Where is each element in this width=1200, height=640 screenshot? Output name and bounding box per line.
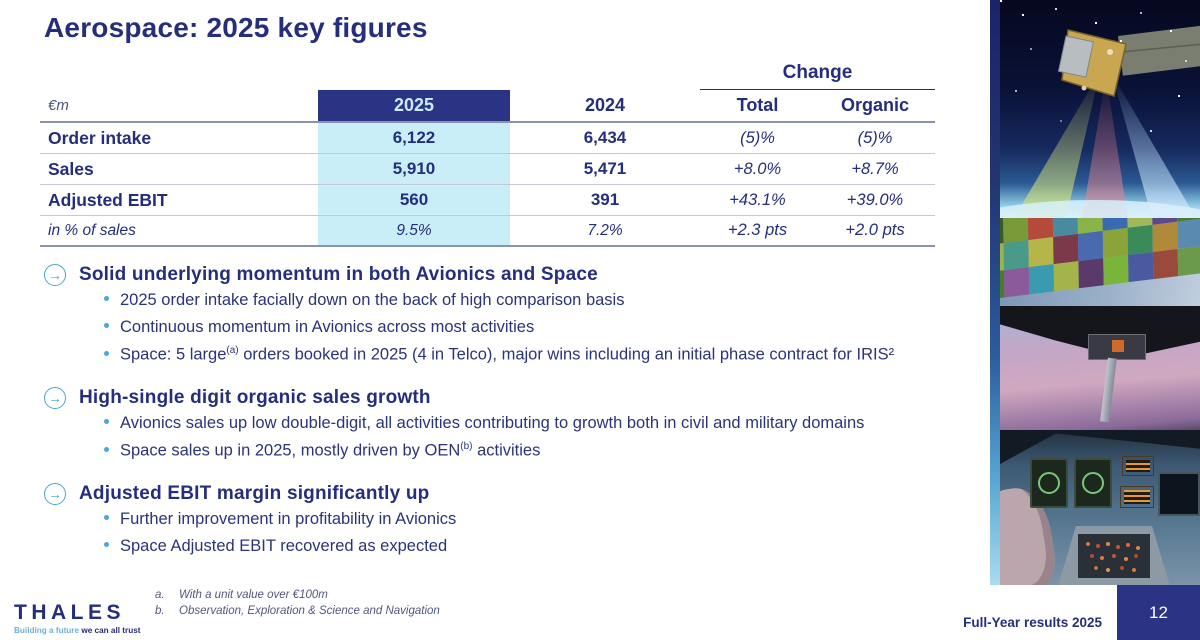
change-total: (5)% [740,128,775,147]
column-header-2024: 2024 [584,95,626,115]
pedestal-knobs [1086,542,1090,546]
mfd-screen [1158,472,1200,516]
bullet-item [104,318,994,345]
value-2024: 5,471 [583,159,627,178]
table-row [40,185,935,216]
row-label: in % of sales [48,221,136,239]
attitude-display [1030,458,1068,508]
value-2025: 560 [318,185,510,215]
value-2024: 391 [590,190,620,209]
section-heading: Solid underlying momentum in both Avionics and Space [79,264,598,285]
bullet-item [104,441,994,468]
table-row [40,216,935,247]
table-row [40,154,935,185]
footnote-text: With a unit value over €100m [179,589,328,601]
section-momentum [44,264,994,372]
gradient-strip [990,0,1000,585]
thales-logo [14,601,144,635]
section-sales-growth [44,387,994,468]
bullet-dot-icon [104,323,109,328]
pedestal-panel [1078,534,1150,578]
column-header-2025: 2025 [318,90,510,121]
bullet-item [104,537,994,564]
unit-label: €m [48,97,69,114]
footnote-marker: b. [155,605,165,617]
satellite-space-image [1000,0,1200,218]
row-label: Adjusted EBIT [48,189,168,210]
row-label: Sales [48,158,94,179]
bullet-text: Avionics sales up low double-digit, all activities contributing to growth both in civil and military domains [120,414,865,432]
footnotes [155,587,440,619]
logo-tagline: Building a future we can all trust [14,626,141,635]
bullet-text: Further improvement in profitability in Avionics [120,510,457,528]
bullet-dot-icon [104,419,109,424]
bullet-dot-icon [104,296,109,301]
bullet-item [104,510,994,537]
fms-display [1120,486,1154,508]
change-organic: +39.0% [846,190,904,209]
nav-display [1074,458,1112,508]
bullet-item [104,291,994,318]
field-mosaic [1000,218,1200,300]
deck-title-footer: Full-Year results 2025 [963,615,1102,630]
value-2025: 9.5% [318,216,510,245]
bullet-text: Space sales up in 2025, mostly driven by OEN$^{(b)}$ activities [120,441,541,460]
bullet-text: Space: 5 large$^{(a)}$ orders booked in 2025 (4 in Telco), major wins including an initial phase contract for IRIS² [120,345,895,364]
overhead-pole [1100,358,1117,423]
row-label: Order intake [48,127,152,148]
column-header-total: Total [736,95,779,115]
bullet-dot-icon [104,515,109,520]
page-number-badge [1117,585,1200,640]
bullet-item [104,414,994,441]
footnote-text: Observation, Exploration & Science and Navigation [179,605,440,617]
footnote-a [155,587,440,603]
arrow-right-icon: → [44,483,66,505]
change-organic: (5)% [857,128,893,147]
key-figures-table [40,62,935,247]
stars [1000,0,1002,2]
satellite-illustration [1000,0,1200,218]
value-2025: 5,910 [318,154,510,184]
value-2025: 6,122 [318,123,510,153]
overhead-indicator [1112,340,1124,352]
arrow-right-icon: → [44,387,66,409]
footnote-b [155,603,440,619]
page-number: 12 [1149,602,1168,622]
bullet-text: Continuous momentum in Avionics across most activities [120,318,535,336]
section-heading: Adjusted EBIT margin significantly up [79,483,430,504]
section-ebit-margin [44,483,994,564]
earth-observation-image [1000,218,1200,306]
commentary-sections [44,264,994,579]
footnote-marker: a. [155,589,165,601]
column-header-organic: Organic [840,95,910,115]
section-heading: High-single digit organic sales growth [79,387,431,408]
bullet-item [104,345,994,372]
cockpit-overhead-image [1000,306,1200,430]
cockpit-panel-image [1000,430,1200,585]
bullet-text: 2025 order intake facially down on the back of high comparison basis [120,291,625,309]
change-header: Change [700,62,935,90]
logo-wordmark: THALES [14,601,125,624]
change-organic: +2.0 pts [845,221,905,239]
change-organic: +8.7% [851,159,899,178]
photo-collage [990,0,1200,585]
change-total: +8.0% [733,159,782,178]
table-row [40,123,935,154]
page-title: Aerospace: 2025 key figures [44,12,428,43]
change-total: +2.3 pts [727,221,788,239]
engine-display [1122,456,1154,476]
bullet-dot-icon [104,447,109,452]
change-header-row [40,62,935,90]
table-header-row [40,90,935,123]
bullet-dot-icon [104,351,109,356]
bullet-dot-icon [104,542,109,547]
value-2024: 7.2% [587,221,623,239]
value-2024: 6,434 [583,128,627,147]
change-total: +43.1% [729,190,786,209]
arrow-right-icon: → [44,264,66,286]
bullet-text: Space Adjusted EBIT recovered as expected [120,537,448,555]
